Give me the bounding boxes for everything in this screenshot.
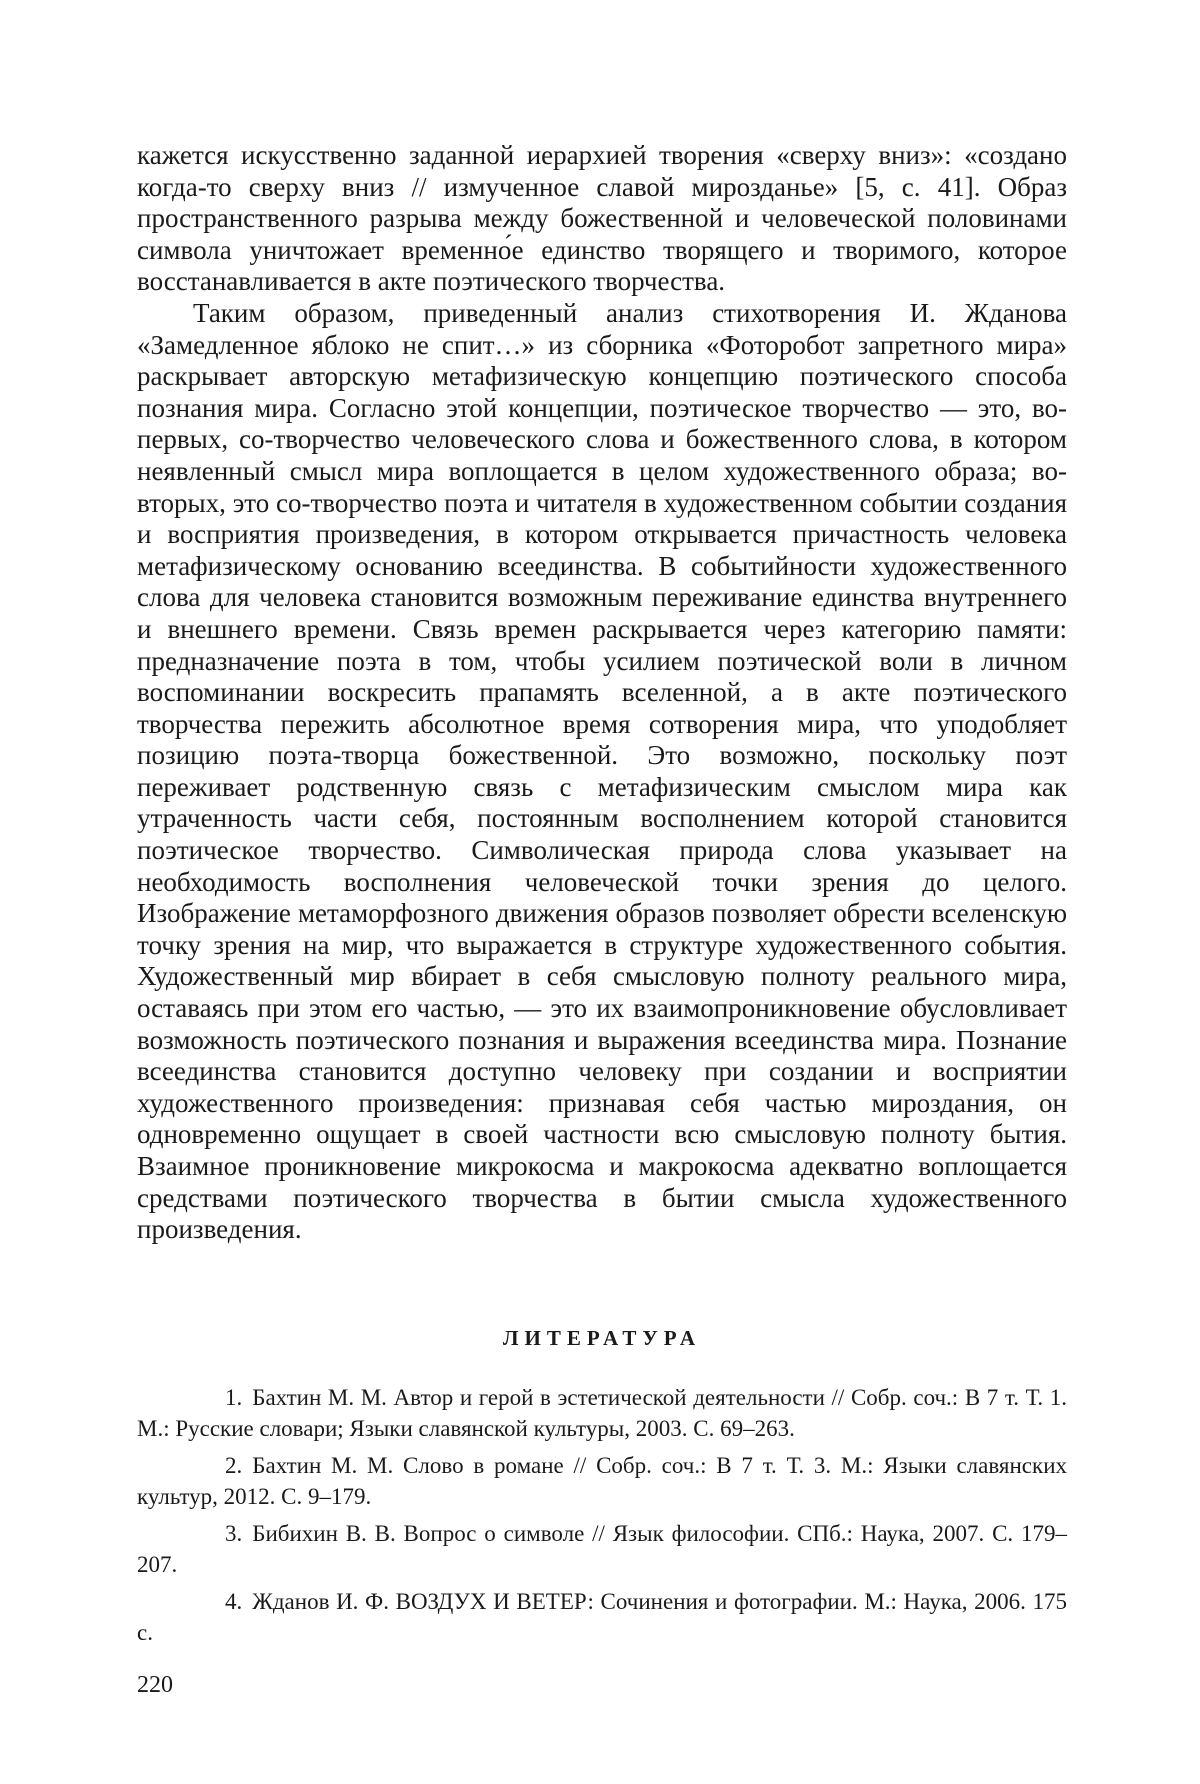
- reference-item-3: [137, 1518, 1067, 1580]
- reference-number: 1.: [181, 1382, 242, 1413]
- page-content: [137, 140, 1067, 1654]
- reference-item-2: [137, 1450, 1067, 1512]
- reference-number: 2.: [181, 1450, 242, 1481]
- reference-item-4: [137, 1586, 1067, 1648]
- reference-text: Бахтин М. М. Автор и герой в эстетической деятельности // Собр. соч.: В 7 т. Т. 1. М.: Русские словари; Языки славянской культуры, 2003. С. 69–263.: [137, 1385, 1067, 1441]
- reference-item-1: [137, 1382, 1067, 1444]
- paragraph-1: кажется искусственно заданной иерархией творения «сверху вниз»: «создано когда-то сверху вниз // измученное славой мирозданье» [5, с. 41]. Образ пространственного разрыва между божественной и человеческой половинами символа уничтожает временно́е единство творящего и творимого, которое восстанавливается в акте поэтического творчества.: [137, 140, 1067, 298]
- paragraph-2: Таким образом, приведенный анализ стихотворения И. Жданова «Замедленное яблоко не спит…» из сборника «Фоторобот запретного мира» раскрывает авторскую метафизическую концепцию поэтического способа познания мира. Согласно этой концепции, поэтическое творчество — это, во-первых, со-творчество человеческого слова и божественного слова, в котором неявленный смысл мира воплощается в целом художественного образа; во-вторых, это со-творчество поэта и читателя в художественном событии создания и восприятия произведения, в котором открывается причастность человека метафизическому основанию всеединства. В событийности художественного слова для человека становится возможным переживание единства внутреннего и внешнего времени. Связь времен раскрывается через категорию памяти: предназначение поэта в том, чтобы усилием поэтической воли в личном воспоминании воскресить прапамять вселенной, а в акте поэтического творчества пережить абсолютное время сотворения мира, что уподобляет позицию поэта-творца божественной. Это возможно, поскольку поэт переживает родственную связь с метафизическим смыслом мира как утраченность части себя, постоянным восполнением которой становится поэтическое творчество. Символическая природа слова указывает на необходимость восполнения человеческой точки зрения до целого. Изображение метаморфозного движения образов позволяет обрести вселенскую точку зрения на мир, что выражается в структуре художественного события. Художественный мир вбирает в себя смысловую полноту реального мира, оставаясь при этом его частью, — это их взаимопроникновение обусловливает возможность поэтического познания и выражения всеединства мира. Познание всеединства становится доступно человеку при создании и восприятии художественного произведения: признавая себя частью мироздания, он одновременно ощущает в своей частности всю смысловую полноту бытия. Взаимное проникновение микрокосма и макрокосма адекватно воплощается средствами поэтического творчества в бытии смысла художественного произведения.: [137, 298, 1067, 1246]
- reference-number: 3.: [181, 1518, 242, 1549]
- reference-text: Бахтин М. М. Слово в романе // Собр. соч.: В 7 т. Т. 3. М.: Языки славянских культур, 2012. С. 9–179.: [137, 1453, 1067, 1509]
- reference-text: Бибихин В. В. Вопрос о символе // Язык философии. СПб.: Наука, 2007. С. 179–207.: [137, 1521, 1067, 1577]
- page-number: 220: [137, 1670, 173, 1700]
- reference-number: 4.: [181, 1586, 242, 1617]
- literature-heading: ЛИТЕРАТУРА: [137, 1324, 1067, 1352]
- body-text: [137, 140, 1067, 1246]
- reference-text: Жданов И. Ф. ВОЗДУХ И ВЕТЕР: Сочинения и фотографии. М.: Наука, 2006. 175 с.: [137, 1589, 1067, 1645]
- reference-list: [137, 1382, 1067, 1648]
